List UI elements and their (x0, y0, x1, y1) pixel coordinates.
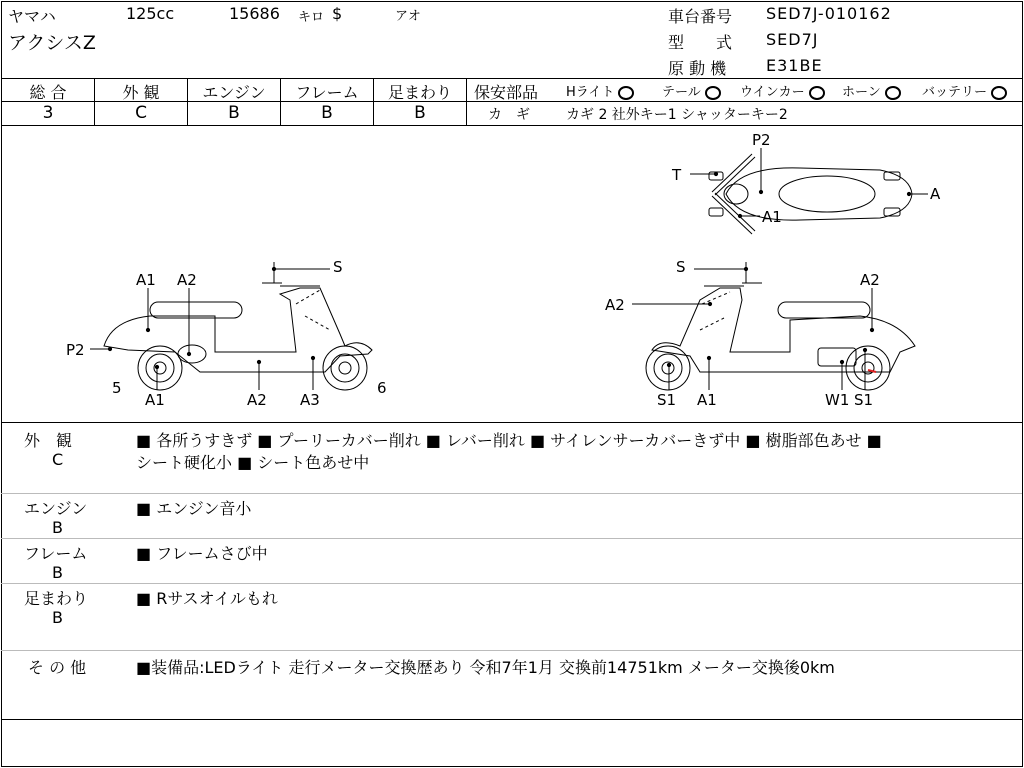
diagram-label: S1 (854, 391, 874, 409)
summary-value-overall: 3 (42, 103, 54, 123)
summary-header-exterior: 外 観 (122, 83, 160, 102)
section-text-engine: ■ エンジン音小 (136, 499, 252, 518)
section-text-frame: ■ フレームさび中 (136, 544, 268, 563)
diagram-label: S1 (657, 391, 677, 409)
diagram-label: A3 (300, 391, 320, 409)
frame-no-label: 車台番号 (668, 7, 733, 26)
section-label-engine: エンジン (24, 499, 88, 518)
type-value: SED7J (766, 30, 819, 49)
safety-label: 保安部品 (474, 83, 539, 102)
ok-circle-icon (809, 86, 825, 100)
safety-item-battery: バッテリー (922, 81, 1007, 100)
diagram-label: P2 (66, 341, 85, 359)
section-grade-suspension: B (52, 608, 63, 627)
diagram-label: A1 (136, 271, 156, 289)
summary-value-suspension: B (414, 103, 426, 123)
diagram-label: S (676, 258, 686, 276)
scooter-top-view (709, 154, 912, 234)
section-text-other: ■装備品:LEDライト 走行メーター交換歴あり 令和7年1月 交換前14751km メーター交換後0km (136, 658, 835, 677)
diagram-label: A2 (860, 271, 880, 289)
ok-circle-icon (991, 86, 1007, 100)
frame-no: SED7J-010162 (766, 4, 892, 23)
ok-circle-icon (618, 86, 634, 100)
section-grade-frame: B (52, 563, 63, 582)
keys-text: カギ 2 社外キー1 シャッターキー2 (566, 107, 788, 123)
section-grade-engine: B (52, 518, 63, 537)
displacement: 125cc (126, 4, 175, 23)
diagram-label: P2 (752, 131, 771, 149)
rule (1, 422, 1022, 423)
maker: ヤマハ (8, 7, 56, 26)
rule (1, 78, 1022, 79)
section-grade-exterior: C (52, 450, 64, 469)
dollar-sign: $ (332, 4, 343, 23)
summary-value-exterior: C (135, 103, 147, 123)
safety-item-winker: ウインカー (740, 81, 825, 100)
section-label-other: そ の 他 (28, 658, 87, 677)
diagram-label: 5 (112, 379, 122, 397)
rule (1, 719, 1022, 720)
section-label-frame: フレーム (24, 544, 88, 563)
mileage-unit: キロ (298, 10, 325, 25)
diagram-label: T (672, 166, 682, 184)
mileage: 15686 (229, 4, 280, 23)
diagram-label: A (930, 185, 941, 203)
summary-header-suspension: 足まわり (387, 83, 452, 102)
summary-value-engine: B (228, 103, 240, 123)
ok-circle-icon (885, 86, 901, 100)
section-text-exterior: ■ 各所うすきず ■ プーリーカバー削れ ■ レバー削れ ■ サイレンサーカバーきず中 ■ 樹脂部色あせ ■ (136, 431, 882, 450)
section-label-suspension: 足まわり (24, 589, 89, 608)
safety-item-horn: ホーン (842, 81, 901, 100)
ok-circle-icon (705, 86, 721, 100)
section-label-exterior: 外 観 (24, 431, 73, 450)
diagram-label: A1 (697, 391, 717, 409)
engine-label: 原 動 機 (668, 59, 727, 78)
diagram-label: A2 (605, 296, 625, 314)
diagram-label: S (333, 258, 343, 276)
diagram-label: W1 (825, 391, 850, 409)
engine-value: E31BE (766, 56, 823, 75)
diagram-label: 6 (377, 379, 387, 397)
diagram-label: A1 (762, 208, 782, 226)
safety-item-tail: テール (662, 81, 721, 100)
summary-header-frame: フレーム (295, 83, 359, 102)
summary-header-engine: エンジン (202, 83, 266, 102)
rule (467, 101, 1022, 102)
safety-item-headlight: Hライト (566, 81, 634, 100)
keys-label: カ ギ (488, 107, 530, 123)
summary-value-frame: B (321, 103, 333, 123)
type-label: 型 式 (668, 33, 733, 52)
model-name: アクシスZ (8, 32, 96, 54)
diagram-label: A2 (247, 391, 267, 409)
section-text-exterior-2: シート硬化小 ■ シート色あせ中 (136, 453, 370, 472)
diagram-label: A1 (145, 391, 165, 409)
summary-header-overall: 総 合 (29, 83, 67, 102)
color: アオ (395, 9, 421, 24)
section-text-suspension: ■ Rサスオイルもれ (136, 589, 278, 608)
diagram-label: A2 (177, 271, 197, 289)
